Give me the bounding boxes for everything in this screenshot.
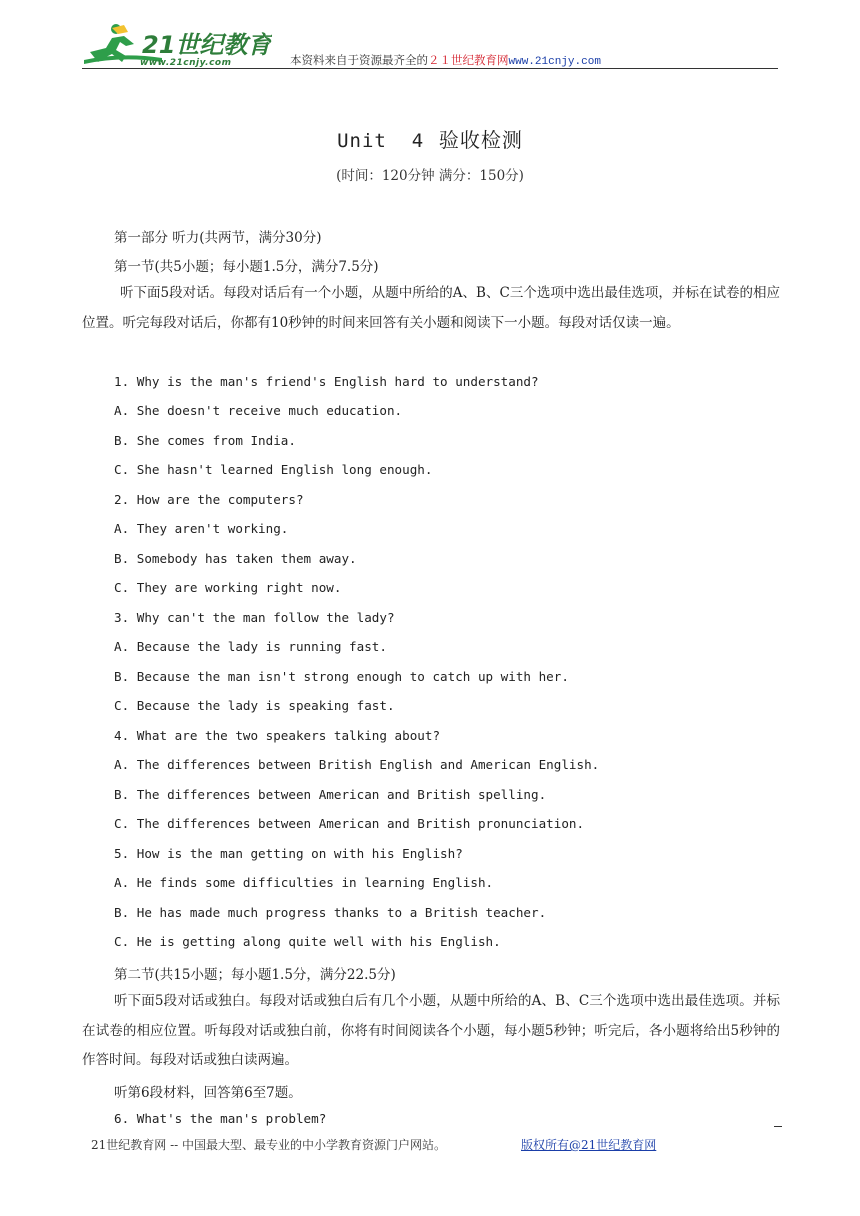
header-source-prefix: 本资料来自于资源最齐全的: [290, 53, 428, 67]
option: C. The differences between American and British pronunciation.: [114, 816, 585, 831]
footer-mark: [774, 1126, 782, 1127]
section-instructions: 听下面5段对话或独白。每段对话或独白后有几个小题，从题中所给的A、B、C三个选项中选出最佳选项。并标在试卷的相应位置。听每段对话或独白前，你将有时间阅读各个小题，每小题5秒钟；听完后，各小题将给出5秒钟的作答时间。每段对话或独白读两遍。: [82, 993, 780, 1068]
question: 6. What's the man's problem?: [114, 1111, 327, 1126]
page-header: [82, 18, 778, 70]
exam-info: (时间：120分钟 满分：150分): [336, 168, 524, 184]
question: 1. Why is the man's friend's English hard to understand?: [114, 374, 539, 389]
svg-text:21世纪教育: 21世纪教育: [142, 31, 272, 59]
page-title: [0, 124, 860, 153]
title-cn: 验收检测: [438, 128, 523, 152]
option: A. Because the lady is running fast.: [114, 639, 387, 654]
option: B. She comes from India.: [114, 433, 296, 448]
title-unit: Unit 4: [337, 130, 425, 152]
section-heading: 第二节(共15小题；每小题1.5分，满分22.5分): [114, 967, 396, 983]
header-site-url[interactable]: www.21cnjy.com: [508, 56, 601, 68]
question: 4. What are the two speakers talking about?: [114, 728, 441, 743]
footer-text: 21世纪教育网 -- 中国最大型、最专业的中小学教育资源门户网站。: [91, 1138, 447, 1152]
header-site-name[interactable]: ２１世纪教育网: [428, 53, 509, 67]
option: C. She hasn't learned English long enough.: [114, 462, 433, 477]
option: A. He finds some difficulties in learning English.: [114, 875, 494, 890]
site-logo[interactable]: [82, 22, 272, 66]
question: 5. How is the man getting on with his English?: [114, 846, 463, 861]
option: C. They are working right now.: [114, 580, 342, 595]
footer-copyright-link[interactable]: 版权所有@21世纪教育网: [521, 1138, 657, 1152]
section-instructions: 听下面5段对话。每段对话后有一个小题，从题中所给的A、B、C三个选项中选出最佳选项，并标在试卷的相应位置。听完每段对话后，你都有10秒钟的时间来回答有关小题和阅读下一小题。每段对话仅读一遍。: [82, 285, 780, 331]
question: 3. Why can't the man follow the lady?: [114, 610, 395, 625]
option: A. They aren't working.: [114, 521, 289, 536]
option: A. The differences between British English and American English.: [114, 757, 600, 772]
part-heading: 第一部分 听力(共两节，满分30分): [114, 230, 322, 246]
option: B. The differences between American and British spelling.: [114, 787, 547, 802]
header-divider: [82, 68, 778, 69]
option: C. He is getting along quite well with his English.: [114, 934, 501, 949]
option: B. Somebody has taken them away.: [114, 551, 357, 566]
logo-url: www.21cnjy.com: [140, 58, 232, 68]
header-source-line: [290, 52, 601, 68]
question: 2. How are the computers?: [114, 492, 304, 507]
option: B. He has made much progress thanks to a British teacher.: [114, 905, 547, 920]
option: C. Because the lady is speaking fast.: [114, 698, 395, 713]
option: B. Because the man isn't strong enough to catch up with her.: [114, 669, 569, 684]
option: A. She doesn't receive much education.: [114, 403, 403, 418]
section-heading: 第一节(共5小题；每小题1.5分，满分7.5分): [114, 259, 379, 275]
material-heading: 听第6段材料，回答第6至7题。: [114, 1085, 302, 1101]
